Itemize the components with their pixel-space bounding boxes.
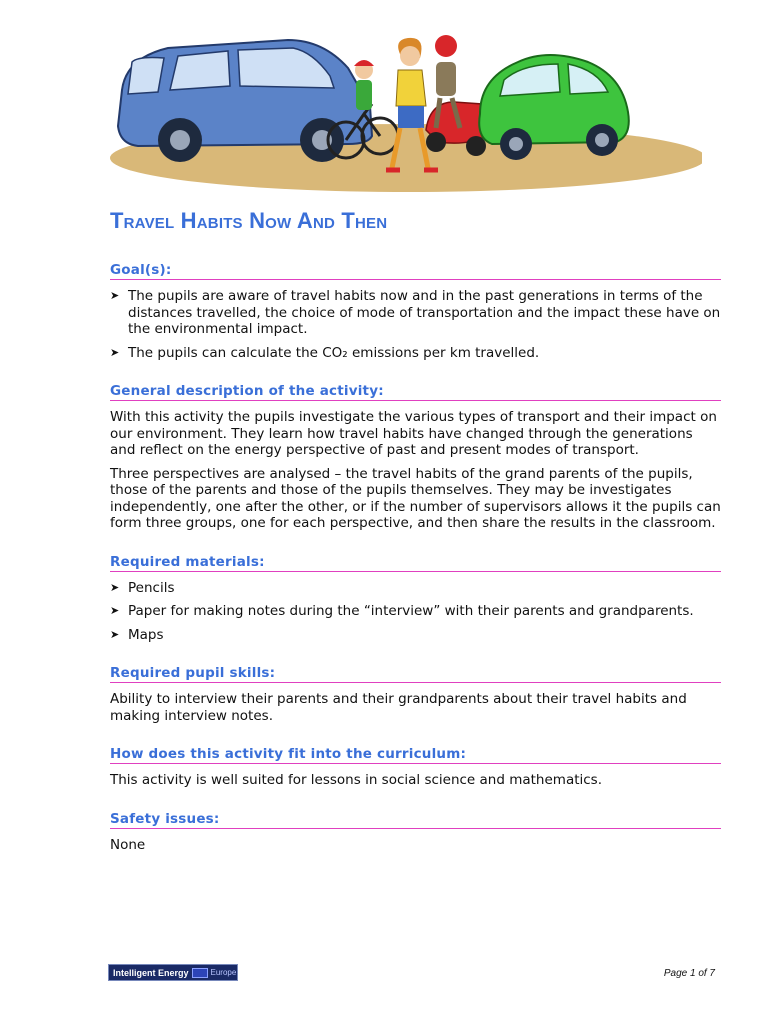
safety-paragraph: None — [110, 836, 146, 853]
material-text: Paper for making notes during the “interview” with their parents and grandparents. — [128, 603, 694, 619]
eu-flag-icon — [192, 968, 208, 978]
document-body — [110, 262, 721, 860]
description-heading: General description of the activity: — [110, 383, 721, 401]
material-text: Maps — [128, 626, 164, 643]
safety-heading: Safety issues: — [110, 811, 721, 829]
list-item — [110, 345, 721, 362]
arrow-bullet-icon: ➤ — [110, 345, 120, 359]
arrow-bullet-icon: ➤ — [110, 580, 120, 594]
skills-paragraph: Ability to interview their parents and their grandparents about their travel habits and making interview notes. — [110, 691, 687, 724]
page-number: Page 1 of 7 — [663, 968, 715, 979]
curriculum-paragraph: This activity is well suited for lessons in social science and mathematics. — [110, 772, 603, 788]
arrow-bullet-icon: ➤ — [110, 627, 120, 641]
arrow-bullet-icon: ➤ — [110, 604, 120, 617]
list-item — [110, 627, 721, 644]
goal-text: The pupils are aware of travel habits now and in the past generations in terms of the distances travelled, the choice of mode of transportation and the impact these have on the environmental impact. — [128, 288, 721, 337]
list-item — [110, 580, 721, 597]
goal-text: The pupils can calculate the CO₂ emissions per km travelled. — [128, 344, 540, 361]
logo-text: Intelligent Energy — [113, 967, 189, 978]
skills-heading: Required pupil skills: — [110, 665, 721, 683]
list-item — [110, 288, 721, 338]
logo-region: Europe — [210, 968, 237, 977]
van-illustration — [118, 40, 372, 162]
document-title: Travel Habits Now And Then — [110, 208, 388, 233]
description-paragraph: With this activity the pupils investigate the various types of transport and their impact on our environment. They learn how travel habits have changed through the generations and reflect on the energy perspective of past and present modes of transport. — [110, 409, 717, 458]
goals-list — [110, 288, 721, 361]
scooter-illustration — [426, 35, 486, 156]
goals-heading: Goal(s): — [110, 262, 721, 280]
materials-heading: Required materials: — [110, 554, 721, 572]
description-paragraph: Three perspectives are analysed – the travel habits of the grand parents of the pupils, those of the parents and those of the pupils themselves. They may be investigates independently, one after the other, or if the number of supervisors allows it the pupils can form three groups, one for each perspective, and then share the results in the classroom. — [110, 465, 721, 531]
arrow-bullet-icon: ➤ — [110, 289, 120, 302]
materials-list — [110, 580, 721, 644]
header-illustration — [108, 18, 702, 194]
list-item — [110, 603, 721, 620]
curriculum-heading: How does this activity fit into the curriculum: — [110, 746, 721, 764]
intelligent-energy-logo — [108, 964, 238, 981]
material-text: Pencils — [128, 579, 175, 596]
